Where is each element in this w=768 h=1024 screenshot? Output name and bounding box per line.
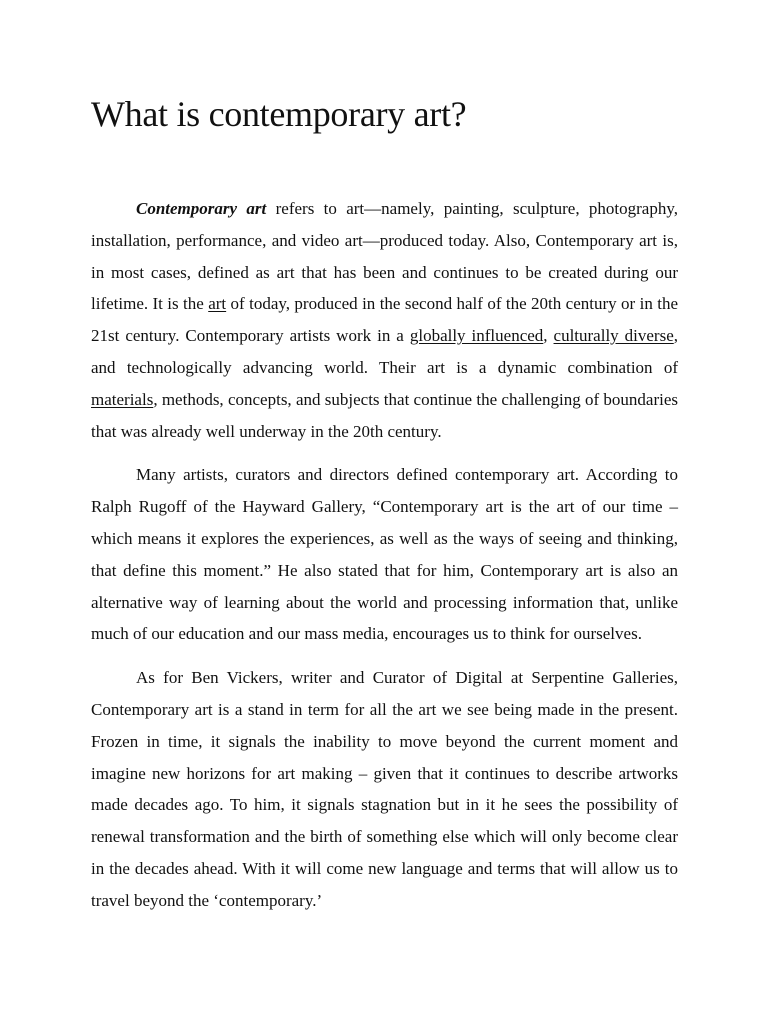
paragraph1-text-b: of today, produced in the second half of the 20th century or in the 21st century. Contemporary artists work in a [91,294,678,346]
paragraph-definition [91,193,678,447]
link-globally-influenced[interactable]: globally influenced [409,326,544,346]
lead-term: Contemporary art [136,199,267,218]
link-culturally-diverse[interactable]: culturally diverse [553,326,674,346]
link-materials[interactable]: materials [91,389,154,409]
paragraph1-text-e: , methods, concepts, and subjects that continue the challenging of boundaries that was already well underway in the 20th century. [91,389,678,441]
paragraph-vickers: As for Ben Vickers, writer and Curator of Digital at Serpentine Galleries, Contemporary art is a stand in term for all the art we see being made in the present. Frozen in time, it signals the inability to move beyond the current moment and imagine new horizons for art making – given that it continues to describe artworks made decades ago. To him, it signals stagnation but in it he sees the possibility of renewal transformation and the birth of something else which will only become clear in the decades ahead. With it will come new language and terms that will allow us to travel beyond the ‘contemporary.’ [91,668,678,910]
link-art[interactable]: art [208,294,227,314]
paragraph1-text-c: , [543,326,554,346]
document-body [91,193,678,917]
paragraph1-text-d: , and technologically advancing world. Their art is a dynamic combination of [91,326,678,377]
paragraph1-text-a: refers to art—namely, painting, sculpture, photography, installation, performance, and video art—produced today. Also, Contemporary art is, in most cases, defined as art that has been and continues to be created during our lifetime. It is the [91,199,678,314]
page-title: What is contemporary art? [91,94,467,134]
paragraph-rugoff: Many artists, curators and directors defined contemporary art. According to Ralph Rugoff of the Hayward Gallery, “Contemporary art is the art of our time – which means it explores the experiences, as well as the ways of seeing and thinking, that define this moment.” He also stated that for him, Contemporary art is also an alternative way of learning about the world and processing information that, unlike much of our education and our mass media, encourages us to think for ourselves. [91,465,678,644]
